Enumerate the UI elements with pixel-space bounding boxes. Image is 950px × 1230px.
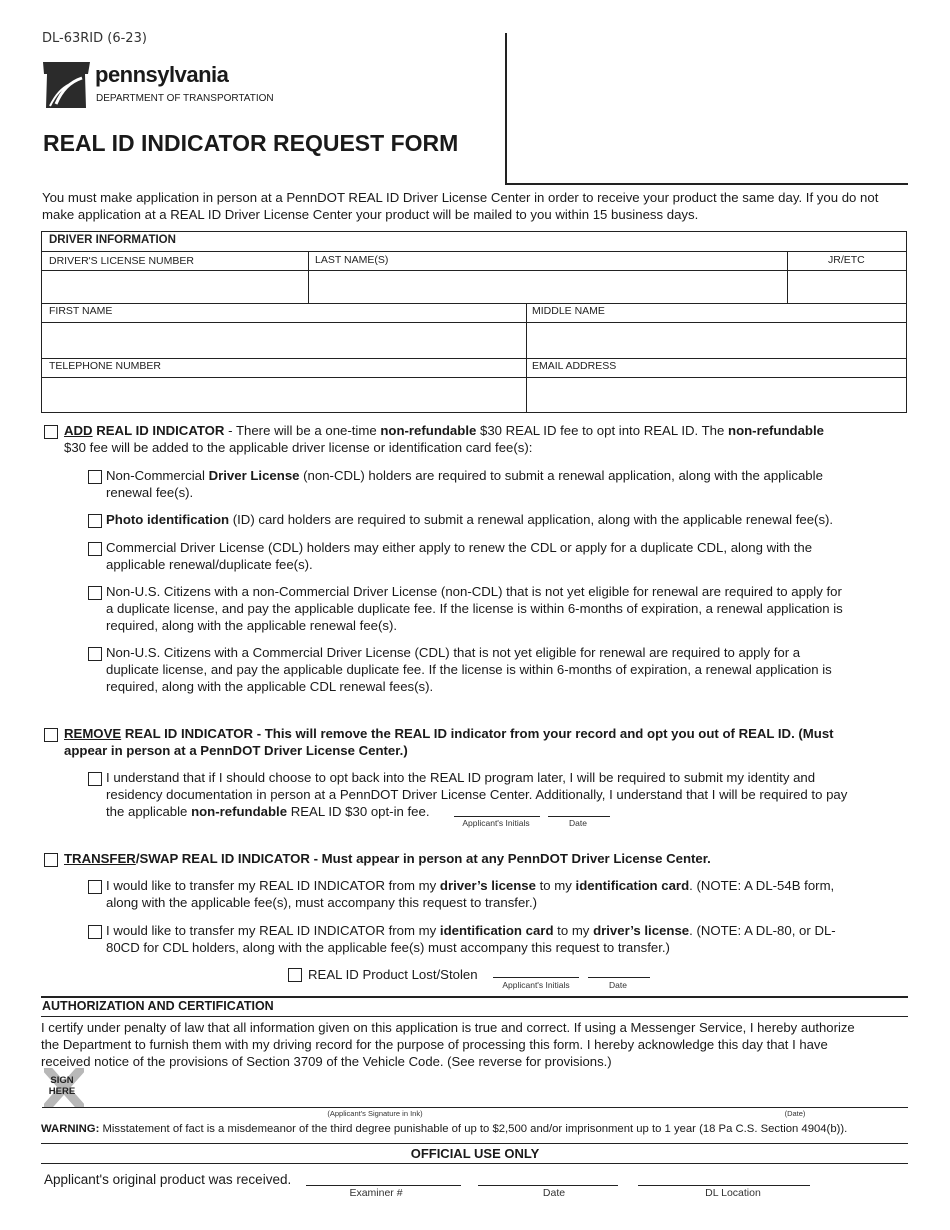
official-date-line[interactable] bbox=[478, 1185, 618, 1186]
add-real-id-heading: ADD REAL ID INDICATOR - There will be a one-time non-refundable $30 REAL ID fee to opt into REAL ID. The non-refundable bbox=[64, 423, 824, 438]
logo-wordmark: pennsylvania bbox=[95, 62, 229, 87]
add-option-nonus-cdl-checkbox[interactable] bbox=[88, 647, 102, 661]
dl-location-caption: DL Location bbox=[705, 1187, 761, 1199]
transfer-real-id-heading: TRANSFER/SWAP REAL ID INDICATOR - Must appear in person at any PennDOT Driver License Center. bbox=[64, 851, 711, 866]
transfer-dl-to-id-text: I would like to transfer my REAL ID INDICATOR from my driver’s license to my identification card. (NOTE: A DL-54B form, along with the applicable fee(s), must accompany this request to transfer.) bbox=[106, 878, 835, 910]
lost-stolen-checkbox[interactable] bbox=[288, 968, 302, 982]
jr-etc-label: JR/ETC bbox=[828, 254, 865, 266]
remove-initials-caption: Applicant's Initials bbox=[462, 818, 530, 828]
last-name-label: LAST NAME(S) bbox=[315, 254, 389, 266]
auth-certification-text: I certify under penalty of law that all information given on this application is true and correct. If using a Messenger Service, I hereby authorize the Department to furnish them with my driving record for the purpose of processing this form. I hereby acknowledge this day that I have received notice of the provisions of Section 3709 of the Vehicle Code. (See reverse for provisions.) bbox=[41, 1020, 855, 1069]
add-option-cdl-checkbox[interactable] bbox=[88, 542, 102, 556]
add-option-noncdl-checkbox[interactable] bbox=[88, 470, 102, 484]
remove-initials-line[interactable] bbox=[454, 816, 540, 817]
add-real-id-desc: $30 fee will be added to the applicable driver license or identification card fee(s): bbox=[64, 440, 533, 455]
transfer-id-to-dl-text: I would like to transfer my REAL ID INDICATOR from my identification card to my driver’s license. (NOTE: A DL-80, or DL- 80CD for CDL holders, along with the applicable fee(s) must accompany this request to transfer.) bbox=[106, 923, 836, 955]
sign-here-label: SIGN HERE bbox=[48, 1075, 76, 1097]
lost-date-line[interactable] bbox=[588, 977, 650, 978]
add-real-id-checkbox[interactable] bbox=[44, 425, 58, 439]
warning-text: WARNING: Misstatement of fact is a misdemeanor of the third degree punishable of up to $2,500 and/or imprisonment up to 1 year (18 Pa C.S. Section 4904(b)). bbox=[41, 1123, 848, 1135]
official-rule-top bbox=[41, 1143, 908, 1144]
driver-information-table bbox=[41, 231, 907, 413]
add-option-photo-id-text: Photo identification (ID) card holders are required to submit a renewal application, along with the applicable renewal fee(s). bbox=[106, 512, 834, 527]
examiner-line[interactable] bbox=[306, 1185, 461, 1186]
page-title: REAL ID INDICATOR REQUEST FORM bbox=[43, 130, 459, 156]
official-date-caption: Date bbox=[542, 1187, 566, 1199]
add-option-photo-id-checkbox[interactable] bbox=[88, 514, 102, 528]
examiner-caption: Examiner # bbox=[349, 1187, 403, 1199]
signature-line[interactable] bbox=[42, 1107, 908, 1108]
signature-caption: (Applicant's Signature in Ink) bbox=[327, 1109, 423, 1118]
intro-text: You must make application in person at a PennDOT REAL ID Driver License Center in order to receive your product the same day. If you do not make application at a REAL ID Driver License Center your product will be mailed to you within 15 business days. bbox=[42, 190, 879, 222]
add-option-cdl-text: Commercial Driver License (CDL) holders may either apply to renew the CDL or apply for a duplicate CDL, along with the applicable renewal/duplicate fee(s). bbox=[106, 540, 813, 572]
official-heading: OFFICIAL USE ONLY bbox=[410, 1146, 540, 1161]
remove-date-caption: Date bbox=[569, 818, 587, 828]
remove-acknowledge-checkbox[interactable] bbox=[88, 772, 102, 786]
auth-heading: AUTHORIZATION AND CERTIFICATION bbox=[42, 999, 274, 1013]
auth-rule-top bbox=[41, 996, 908, 998]
driver-info-heading: DRIVER INFORMATION bbox=[49, 234, 176, 246]
transfer-id-to-dl-checkbox[interactable] bbox=[88, 925, 102, 939]
header-rule bbox=[505, 183, 908, 185]
middle-name-field[interactable] bbox=[528, 323, 905, 357]
transfer-real-id-checkbox[interactable] bbox=[44, 853, 58, 867]
first-name-label: FIRST NAME bbox=[49, 305, 113, 317]
lost-stolen-label: REAL ID Product Lost/Stolen bbox=[308, 967, 478, 982]
product-received-label: Applicant's original product was received. bbox=[44, 1172, 292, 1187]
signature-date-caption: (Date) bbox=[784, 1109, 806, 1118]
last-name-field[interactable] bbox=[310, 271, 786, 302]
remove-date-line[interactable] bbox=[548, 816, 610, 817]
email-label: EMAIL ADDRESS bbox=[532, 360, 617, 372]
header-divider bbox=[505, 33, 507, 185]
middle-name-label: MIDDLE NAME bbox=[532, 305, 605, 317]
lost-date-caption: Date bbox=[609, 980, 627, 990]
add-option-nonus-noncdl-checkbox[interactable] bbox=[88, 586, 102, 600]
dl-location-line[interactable] bbox=[638, 1185, 810, 1186]
first-name-field[interactable] bbox=[43, 323, 525, 357]
form-code: DL-63RID (6-23) bbox=[42, 31, 147, 46]
jr-etc-field[interactable] bbox=[789, 271, 905, 302]
telephone-label: TELEPHONE NUMBER bbox=[49, 360, 162, 372]
telephone-field[interactable] bbox=[43, 378, 525, 411]
add-option-nonus-noncdl-text: Non-U.S. Citizens with a non-Commercial Driver License (non-CDL) that is not yet eligible for renewal are required to apply for a duplicate license, and pay the applicable duplicate fee. If the license is within 6-months of expiration, a renewal application is required, along with the applicable renewal fee(s). bbox=[106, 584, 843, 633]
lost-initials-caption: Applicant's Initials bbox=[502, 980, 570, 990]
remove-acknowledge-text: I understand that if I should choose to opt back into the REAL ID program later, I will be required to submit my identity and residency documentation in person at a PennDOT Driver License Center. Additionally, I understand that I will be required to pay the applicable non-refundable REAL ID $30 opt-in fee. bbox=[106, 770, 848, 819]
keystone-logo-icon bbox=[42, 60, 92, 110]
remove-real-id-checkbox[interactable] bbox=[44, 728, 58, 742]
add-option-noncdl-text: Non-Commercial Driver License (non-CDL) holders are required to submit a renewal application, along with the applicable renewal fee(s). bbox=[106, 468, 823, 500]
transfer-dl-to-id-checkbox[interactable] bbox=[88, 880, 102, 894]
add-option-nonus-cdl-text: Non-U.S. Citizens with a Commercial Driver License (CDL) that is not yet eligible for renewal are required to apply for a duplicate license, and pay the applicable duplicate fee. If the license is within 6-months of expiration, a renewal application is required, along with the applicable CDL renewal fees(s). bbox=[106, 645, 832, 694]
email-field[interactable] bbox=[528, 378, 905, 411]
auth-rule bbox=[41, 1016, 908, 1017]
license-number-label: DRIVER'S LICENSE NUMBER bbox=[49, 255, 194, 267]
official-rule bbox=[41, 1163, 908, 1164]
license-number-field[interactable] bbox=[43, 271, 307, 302]
lost-initials-line[interactable] bbox=[493, 977, 579, 978]
remove-real-id-heading: REMOVE REAL ID INDICATOR - This will remove the REAL ID indicator from your record and opt you out of REAL ID. (Must appear in person at a PennDOT Driver License Center.) bbox=[64, 726, 834, 758]
logo-department: DEPARTMENT OF TRANSPORTATION bbox=[96, 93, 274, 104]
